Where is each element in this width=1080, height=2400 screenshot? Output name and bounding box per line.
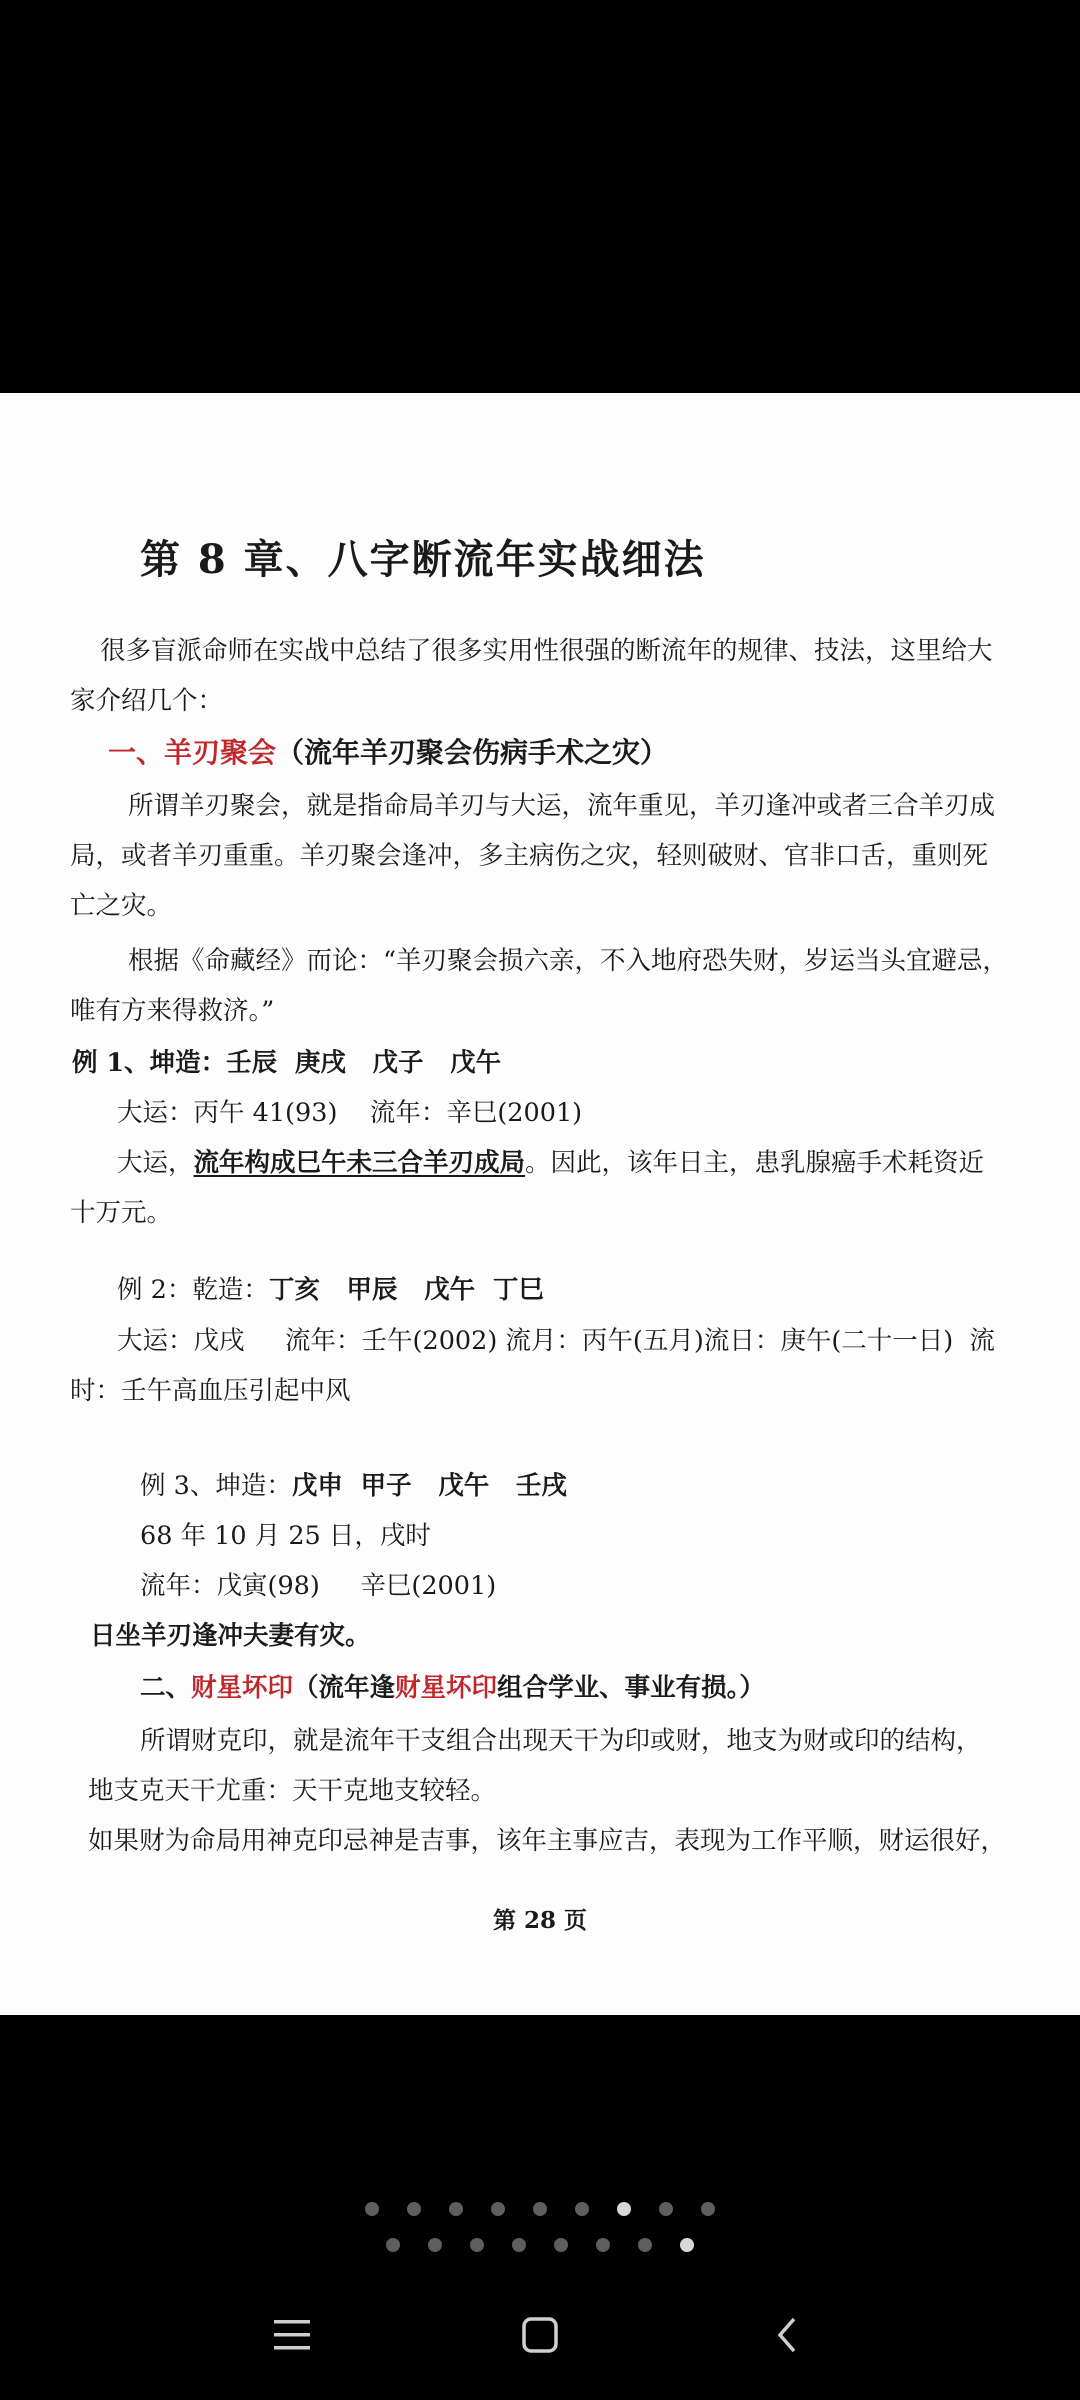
page-number: 第 28 页 [492,1907,588,1934]
section-2-note-highlight: 财星坏印 [395,1673,498,1703]
chapter-title: 第 8 章、八字断流年实战细法 [140,536,706,583]
pager-dots-row-2 [0,2238,1080,2252]
pager-dot[interactable] [512,2238,526,2252]
example-2-luck-line-1: 大运：戊戌 流年：壬午(2002) 流月：丙午(五月)流日：庚午(二十一日) 流 [117,1326,995,1356]
pager-dot[interactable] [449,2202,463,2216]
pager-dot[interactable] [638,2238,652,2252]
section-2-prefix: 二、 [140,1673,192,1703]
example-1-header [72,1048,502,1078]
section-1-note: （流年羊刃聚会伤病手术之灾） [276,736,669,769]
example-3-date: 68 年 10 月 25 日，戌时 [140,1521,431,1551]
example-1-chart: 壬辰 庚戌 戊子 戊午 [226,1048,502,1078]
example-1-analysis-line-2: 十万元。 [70,1198,173,1228]
example-2-header [117,1275,544,1305]
home-square-icon [520,2315,560,2355]
pager-dot[interactable] [701,2202,715,2216]
pager-dot[interactable] [365,2202,379,2216]
example-2-luck-line-2: 时：壬午高血压引起中风 [70,1376,351,1406]
section-2-p1-line-2: 地支克天干尤重：天干克地支较轻。 [88,1776,497,1806]
pager-dot[interactable] [596,2238,610,2252]
pager-dot[interactable] [554,2238,568,2252]
pager-dot[interactable] [407,2202,421,2216]
back-chevron-icon [772,2315,802,2355]
pager-dot[interactable] [659,2202,673,2216]
pager-dot[interactable] [491,2202,505,2216]
example-1-luck: 大运：丙午 41(93) 流年：辛巳(2001) [117,1098,583,1128]
section-2-p2: 如果财为命局用神克印忌神是吉事，该年主事应吉，表现为工作平顺，财运很好， [88,1826,1007,1856]
example-3-label: 例 3、坤造： [140,1471,292,1501]
pager-dot-active[interactable] [617,2202,631,2216]
intro-line-2: 家介绍几个： [70,686,224,716]
pager-dot-active[interactable] [680,2238,694,2252]
pager-dot[interactable] [575,2202,589,2216]
intro-line-1: 很多盲派命师在实战中总结了很多实用性很强的断流年的规律、技法，这里给大 [100,636,993,666]
home-button[interactable] [495,2290,585,2380]
pager-dot[interactable] [533,2202,547,2216]
example-3-note: 日坐羊刃逢冲夫妻有灾。 [90,1621,371,1651]
section-1-heading [108,736,669,769]
system-navigation-bar [0,2290,1080,2380]
example-1-analysis-prefix: 大运， [117,1148,194,1178]
document-page [0,393,1080,2015]
recent-apps-button[interactable] [247,2290,337,2380]
pager-dot[interactable] [428,2238,442,2252]
section-1-p1-line-1: 所谓羊刃聚会，就是指命局羊刃与大运，流年重见，羊刃逢冲或者三合羊刃成 [128,791,996,821]
example-1-analysis-suffix: 。因此，该年日主，患乳腺癌手术耗资近 [525,1148,985,1178]
section-1-p1-line-2: 局，或者羊刃重重。羊刃聚会逢冲，多主病伤之灾，轻则破财、官非口舌，重则死 [70,841,989,871]
example-1-label: 例 1、坤造： [72,1048,227,1078]
pager-dot[interactable] [386,2238,400,2252]
example-2-chart: 丁亥 甲辰 戊午 丁巳 [268,1275,544,1305]
example-3-years: 流年：戊寅(98) 辛巳(2001) [140,1571,497,1601]
section-2-note-a: （流年逢 [293,1673,396,1703]
example-2-label: 例 2：乾造： [117,1275,269,1305]
example-3-chart: 戊申 甲子 戊午 壬戌 [291,1471,567,1501]
example-1-analysis-line-1 [117,1148,985,1178]
section-1-p2-line-1: 根据《命藏经》而论：“羊刃聚会损六亲，不入地府恐失财，岁运当头宜避忌， [128,946,1009,976]
section-2-p1-line-1: 所谓财克印，就是流年干支组合出现天干为印或财，地支为财或印的结构， [140,1726,982,1756]
pager-dots-row-1 [0,2202,1080,2216]
section-1-p2-line-2: 唯有方来得救济。” [70,996,275,1026]
section-2-heading [140,1673,765,1703]
pager-dot[interactable] [470,2238,484,2252]
example-1-highlight: 流年构成巳午未三合羊刃成局 [193,1148,526,1178]
back-button[interactable] [742,2290,832,2380]
section-1-p1-line-3: 亡之灾。 [70,891,173,921]
menu-lines-icon [272,2317,312,2353]
section-2-note-c: 组合学业、事业有损。） [497,1673,765,1703]
example-3-header [140,1471,567,1501]
section-2-title: 财星坏印 [191,1673,294,1703]
section-1-title: 一、羊刃聚会 [108,736,277,769]
